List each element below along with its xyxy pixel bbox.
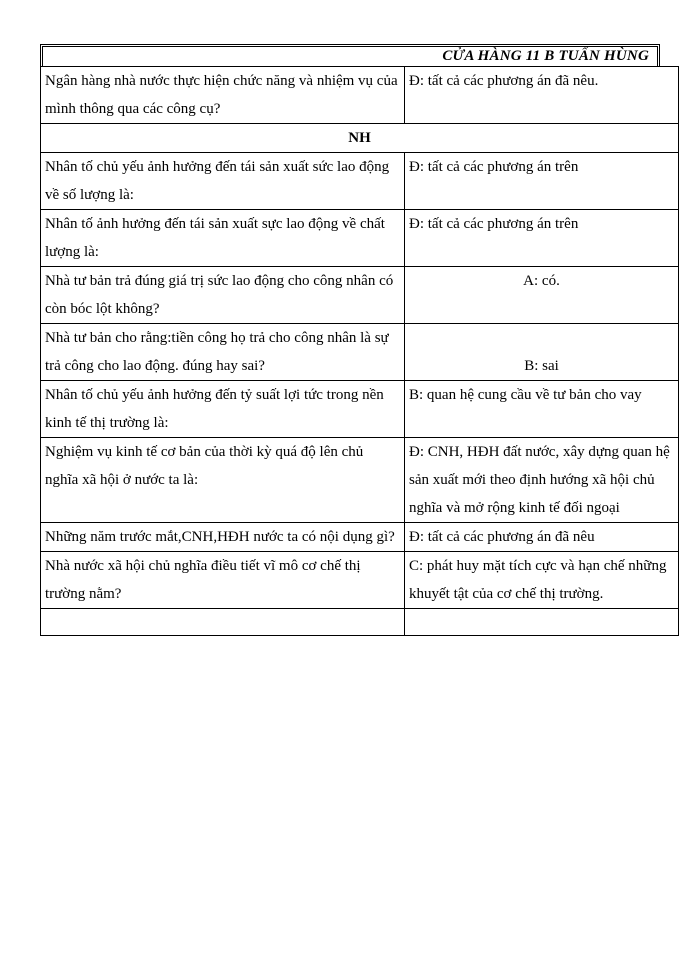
answer-cell: Đ: tất cả các phương án đã nêu — [405, 523, 679, 552]
empty-row — [41, 609, 679, 636]
question-cell: Nhân tố ảnh hưởng đến tái sản xuất sực lao động về chất lượng là: — [41, 210, 405, 267]
empty-cell — [405, 609, 679, 636]
question-cell: Nghiệm vụ kinh tế cơ bản của thời kỳ quá độ lên chủ nghĩa xã hội ở nước ta là: — [41, 438, 405, 523]
header-title: CỬA HÀNG 11 B TUẤN HÙNG — [442, 48, 649, 64]
table-row — [41, 552, 679, 609]
empty-cell — [41, 609, 405, 636]
table-row — [41, 210, 679, 267]
question-cell: Nhân tố chủ yếu ảnh hưởng đến tỷ suất lợi tức trong nền kinh tế thị trường là: — [41, 381, 405, 438]
table-row — [41, 324, 679, 381]
answer-cell: Đ: CNH, HĐH đất nước, xây dựng quan hệ sản xuất mới theo định hướng xã hội chủ nghĩa và mở rộng kinh tế đối ngoại — [405, 438, 679, 523]
question-cell: Nhà tư bản cho rằng:tiền công họ trả cho công nhân là sự trả công cho lao động. đúng hay sai? — [41, 324, 405, 381]
answer-cell: B: quan hệ cung cầu về tư bản cho vay — [405, 381, 679, 438]
table-row — [41, 67, 679, 124]
answer-cell: B: sai — [405, 324, 679, 381]
answer-cell: Đ: tất cả các phương án trên — [405, 210, 679, 267]
question-cell: Nhà nước xã hội chủ nghĩa điều tiết vĩ mô cơ chế thị trường nằm? — [41, 552, 405, 609]
section-row — [41, 124, 679, 153]
answer-cell: A: có. — [405, 267, 679, 324]
question-cell: Nhân tố chủ yếu ảnh hưởng đến tái sản xuất sức lao động về số lượng là: — [41, 153, 405, 210]
table-row — [41, 438, 679, 523]
answer-cell: C: phát huy mặt tích cực và hạn chế những khuyết tật của cơ chế thị trường. — [405, 552, 679, 609]
table-row — [41, 381, 679, 438]
qa-table — [40, 66, 679, 636]
answer-cell: Đ: tất cả các phương án trên — [405, 153, 679, 210]
header-bar — [40, 44, 660, 66]
answer-cell: Đ: tất cả các phương án đã nêu. — [405, 67, 679, 124]
question-cell: Những năm trước mắt,CNH,HĐH nước ta có nội dụng gì? — [41, 523, 405, 552]
section-label: NH — [41, 124, 679, 153]
question-cell: Nhà tư bản trả đúng giá trị sức lao động cho công nhân có còn bóc lột không? — [41, 267, 405, 324]
table-row — [41, 523, 679, 552]
table-row — [41, 153, 679, 210]
question-cell: Ngân hàng nhà nước thực hiện chức năng và nhiệm vụ của mình thông qua các công cụ? — [41, 67, 405, 124]
table-row — [41, 267, 679, 324]
